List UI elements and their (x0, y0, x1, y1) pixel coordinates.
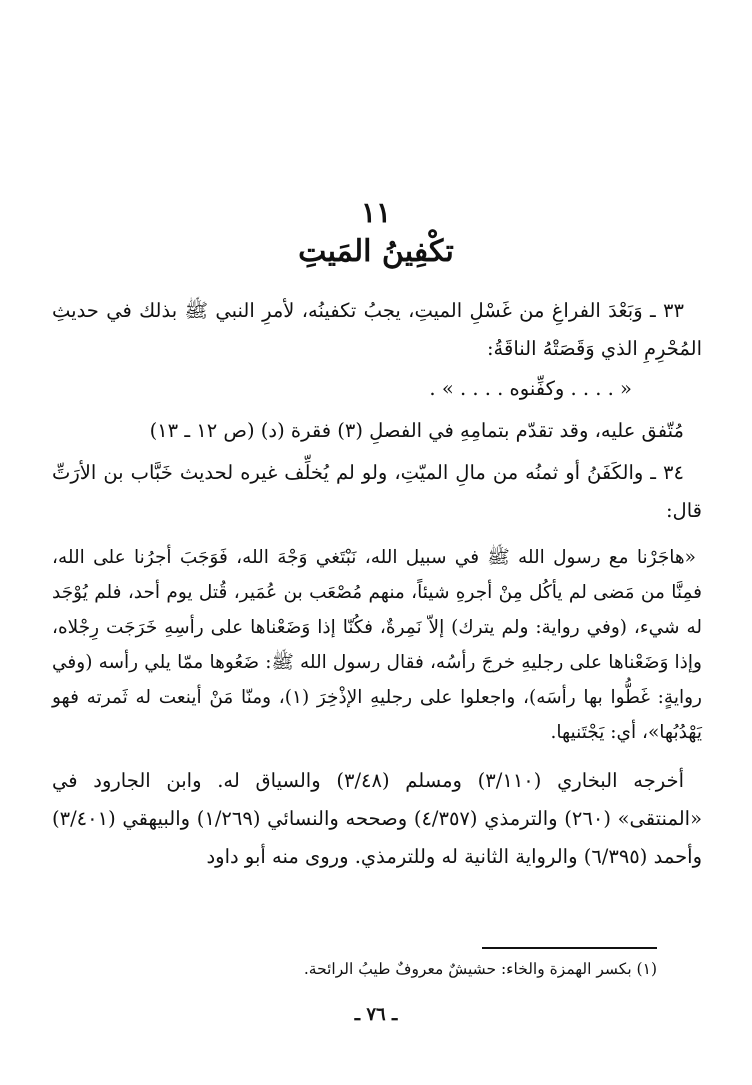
hadith-text: «هاجَرْنا مع رسول الله ﷺ في سبيل الله، نَبْتَغي وَجْهَ الله، فَوَجَبَ أجرُنا على الله، فمِنَّا من مَضى لم يأكُل مِنْ أجرهِ شيئاً، منهم مُصْعَب بن عُمَير، قُتل يوم أحد، فلم يُوْجَد له شيء، (وفي رواية: ولم يترك) إلاّ نَمِرةٌ، فكُنّا إذا وَضَعْناها على رأسِهِ خَرَجَت رِجْلاه، وإذا وَضَعْناها على رجليهِ خرجَ رأسُه، فقال رسول الله ﷺ: ضَعُوها ممّا يلي رأسه (وفي روايةٍ: غَطُّوا بها رأسَه)، واجعلوا على رجليهِ الإذْخِرَ (١)، ومنّا مَنْ أينعت له ثَمرته فهو يَهْدُبُها»، أي: يَجْتَنيها. (52, 547, 702, 743)
paragraph-33: ٣٣ ـ وَبَعْدَ الفراغِ من غَسْلِ الميتِ، يجبُ تكفينُه، لأمرِ النبي ﷺ بذلك في حديثِ المُحْرِمِ الذي وَقَصَتْهُ الناقَةُ: (52, 299, 702, 360)
page-number: ـ ٧٦ ـ (354, 1004, 398, 1025)
footnote-divider (482, 947, 657, 949)
chapter-title: تكْفِينُ المَيتِ (298, 234, 454, 269)
body-text (52, 292, 702, 876)
footnote: (١) بكسر الهمزة والخاء: حشيشٌ معروفٌ طيبُ الرائحة. (303, 960, 657, 978)
chapter-number: ١١ (360, 196, 392, 229)
paragraph-34: ٣٤ ـ والكَفَنُ أو ثمنُه من مالِ الميّتِ، ولو لم يُخلِّف غيره لحديث خَبَّاب بن الأرَتِّ قال: (52, 461, 702, 522)
quoted-phrase: « . . . . وكفِّنوه . . . . » . (429, 377, 632, 400)
takhrij-paragraph: أخرجه البخاري (٣/١١٠) ومسلم (٣/٤٨) والسياق له. وابن الجارود في «المنتقى» (٢٦٠) والترمذي (٤/٣٥٧) وصححه والنسائي (١/٢٦٩) والبيهقي (٣/٤٠١) وأحمد (٦/٣٩٥) والرواية الثانية له وللترمذي. وروى منه أبو داود (52, 769, 703, 868)
agreed-upon-note: مُتّفق عليه، وقد تقدّم بتمامِهِ في الفصلِ (٣) فقرة (د) (ص ١٢ ـ ١٣) (149, 419, 684, 442)
